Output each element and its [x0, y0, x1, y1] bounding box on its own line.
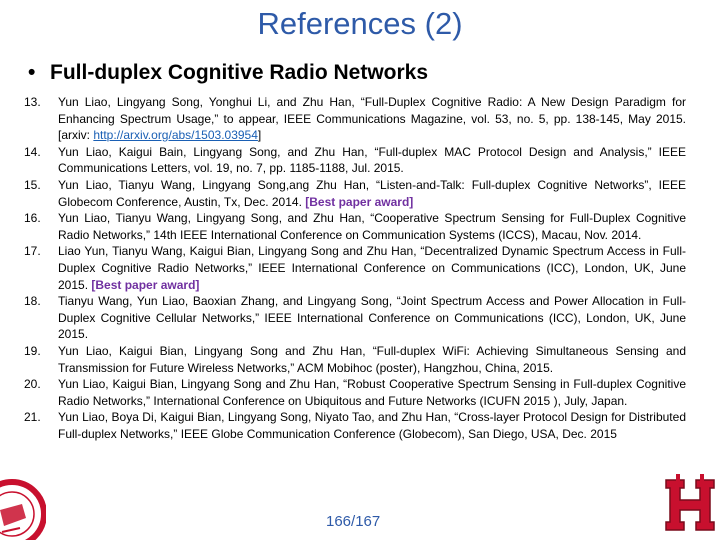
reference-citation: Yun Liao, Kaigui Bain, Lingyang Song, and Zhu Han, “Full-duplex MAC Protocol Design and Analysis,” IEEE Communications Letters, vol. 19, no. 7, pp. 1185-1188, Jul. 2015.	[58, 144, 686, 176]
slide-title: References (2)	[257, 6, 463, 41]
reference-number: 13.	[24, 95, 41, 109]
reference-item	[24, 376, 686, 409]
reference-text	[58, 293, 686, 343]
reference-number: 14.	[24, 144, 41, 159]
reference-citation: Yun Liao, Tianyu Wang, Lingyang Song,ang Zhu Han, “Listen-and-Talk: Full-duplex Cognitive Networks”, IEEE Globecom Conference, Austin, Tx, Dec. 2014.	[58, 177, 686, 209]
reference-link[interactable]: http://arxiv.org/abs/1503.03954	[93, 128, 258, 143]
reference-number: 15.	[24, 177, 41, 192]
section-heading-text: Full-duplex Cognitive Radio Networks	[50, 61, 429, 84]
reference-citation: Liao Yun, Tianyu Wang, Kaigui Bian, Lingyang Song and Zhu Han, “Decentralized Dynamic Spectrum Access in Full-Duplex Cognitive Radio Networks,” IEEE International Conference on Communications (ICC), London, UK, June 2015.	[58, 244, 686, 292]
section-heading	[28, 61, 428, 85]
reference-text	[58, 343, 686, 376]
reference-citation: Yun Liao, Kaigui Bian, Lingyang Song and Zhu Han, “Full-duplex WiFi: Achieving Simultaneous Sensing and Transmission for Future Wireless Networks,” ACM Mobihoc (poster), Hangzhou, China, 2015.	[58, 343, 686, 375]
reference-citation: Yun Liao, Kaigui Bian, Lingyang Song and Zhu Han, “Robust Cooperative Spectrum Sensing in Full-duplex Cognitive Radio Networks,” International Conference on Ubiquitous and Future Networks (ICUFN 2015 ), July, Japan.	[58, 377, 686, 408]
reference-item	[24, 177, 686, 210]
award-badge: [Best paper award]	[91, 277, 200, 292]
award-badge: [Best paper award]	[305, 194, 414, 209]
reference-text	[58, 210, 686, 243]
reference-number: 16.	[24, 211, 41, 226]
reference-item	[24, 243, 686, 293]
reference-number: 17.	[24, 244, 41, 259]
reference-item	[24, 94, 686, 144]
university-h-logo-icon	[664, 474, 716, 536]
reference-item	[24, 409, 686, 442]
reference-number: 20.	[24, 377, 41, 392]
reference-citation: Yun Liao, Boya Di, Kaigui Bian, Lingyang Song, Niyato Tao, and Zhu Han, “Cross-layer Protocol Design for Distributed Full-duplex Networks,” IEEE Globe Communication Conference (Globecom), San Diego, USA, Dec. 2015	[58, 410, 686, 441]
reference-text	[58, 243, 686, 293]
reference-number: 21.	[24, 410, 41, 425]
reference-citation: Tianyu Wang, Yun Liao, Baoxian Zhang, and Lingyang Song, “Joint Spectrum Access and Power Allocation in Full-Duplex Cognitive Cellular Networks,” IEEE International Conference on Communications (ICC), London, UK, June 2015.	[58, 294, 686, 342]
page-number: 166/167	[326, 513, 381, 530]
reference-item	[24, 144, 686, 177]
reference-list	[24, 94, 686, 442]
reference-citation: Yun Liao, Tianyu Wang, Lingyang Song, and Zhu Han, “Cooperative Spectrum Sensing for Full-Duplex Cognitive Radio Networks,” 14th IEEE International Conference on Communication Systems (ICCS), Macau, Nov. 2014.	[58, 211, 686, 242]
university-seal-icon	[0, 470, 46, 540]
reference-citation: Yun Liao, Lingyang Song, Yonghui Li, and Zhu Han, “Full-Duplex Cognitive Radio: A New Design Paradigm for Enhancing Spectrum Usage,” to appear, IEEE Communications Magazine, vol. 53, no. 5, pp. 138-145, May 2015. [arxiv:	[58, 95, 686, 143]
reference-text	[58, 409, 686, 442]
reference-text	[58, 376, 686, 409]
reference-item	[24, 293, 686, 343]
reference-suffix: ]	[257, 128, 262, 143]
reference-text	[58, 177, 686, 210]
reference-number: 18.	[24, 294, 41, 309]
reference-text	[58, 94, 686, 144]
reference-number: 19.	[24, 343, 41, 358]
bullet-icon: •	[28, 61, 36, 84]
reference-item	[24, 343, 686, 376]
reference-text	[58, 144, 686, 177]
reference-item	[24, 210, 686, 243]
